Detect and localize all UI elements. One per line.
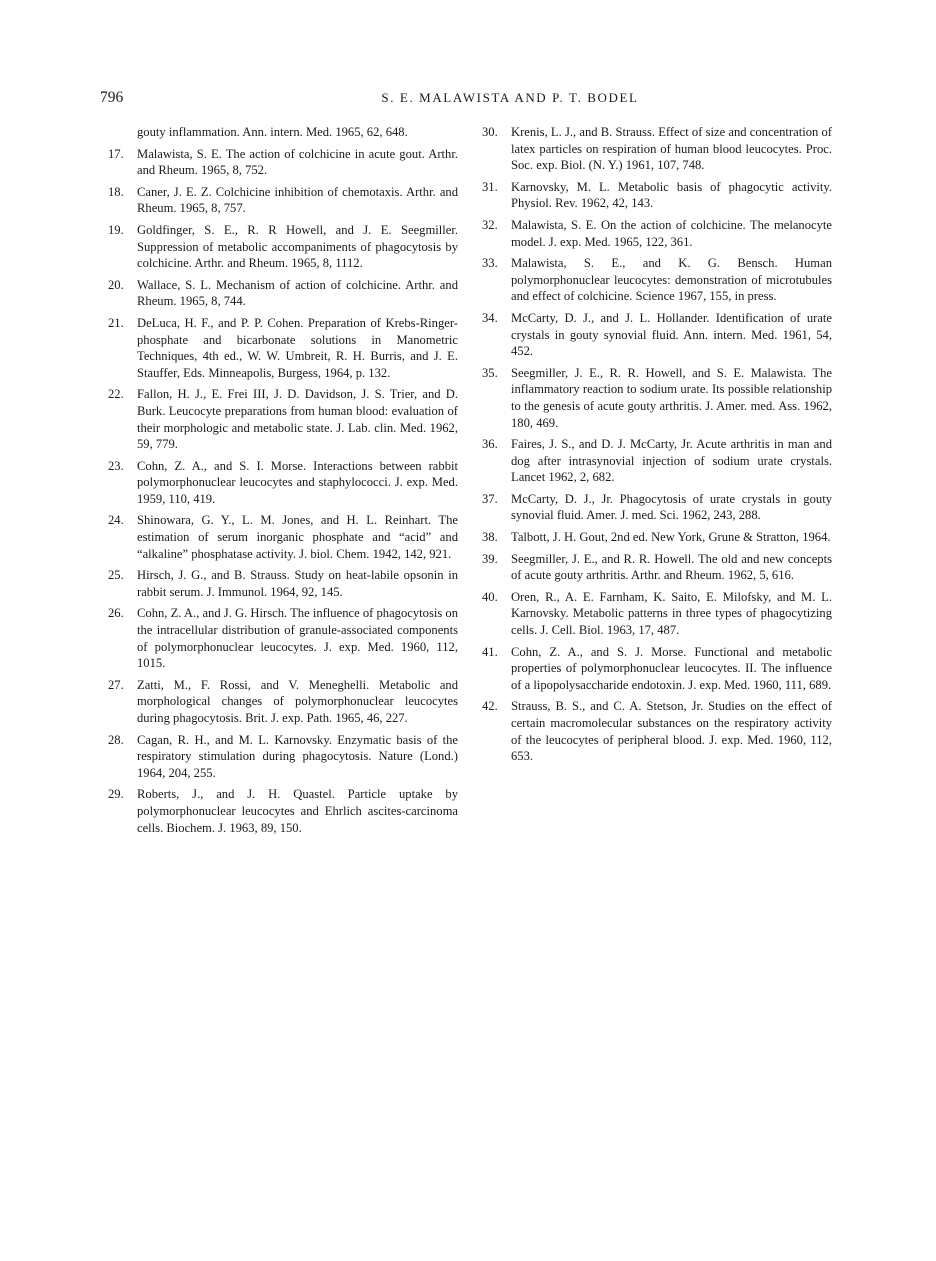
reference-text: Malawista, S. E., and K. G. Bensch. Human polymorphonuclear leucocytes: demonstration of microtubules and effect of colchicine. Science 1967, 155, in press. — [511, 256, 832, 304]
reference-text: Talbott, J. H. Gout, 2nd ed. New York, Grune & Stratton, 1964. — [511, 530, 831, 545]
reference-number: 41. — [482, 644, 498, 659]
reference-number: 18. — [108, 184, 124, 199]
reference-text: Oren, R., A. E. Farnham, K. Saito, E. Milofsky, and M. L. Karnovsky. Metabolic patterns in three types of phagocytizing cells. J. Cell. Biol. 1963, 17, 487. — [511, 589, 832, 638]
reference-item — [482, 217, 832, 250]
reference-item — [108, 315, 458, 381]
reference-item — [108, 277, 458, 310]
reference-number: 26. — [108, 606, 124, 621]
reference-text: Malawista, S. E. The action of colchicine in acute gout. Arthr. and Rheum. 1965, 8, 752. — [137, 146, 458, 178]
reference-number: 24. — [108, 513, 124, 528]
reference-item — [108, 458, 458, 508]
reference-text: Fallon, H. J., E. Frei III, J. D. Davidson, J. S. Trier, and D. Burk. Leucocyte preparations from human blood: evaluation of their morphologic and metabolic state. J. Lab. clin. Med. 1962, 59, 779. — [137, 387, 458, 452]
reference-number: 39. — [482, 551, 498, 566]
reference-number: 17. — [108, 146, 124, 161]
reference-item — [108, 184, 458, 217]
reference-number: 34. — [482, 310, 498, 325]
reference-item — [108, 512, 458, 562]
reference-number: 25. — [108, 568, 124, 583]
reference-text: Shinowara, G. Y., L. M. Jones, and H. L. Reinhart. The estimation of serum inorganic phosphate and “acid” and “alkaline” phosphatase activity. J. biol. Chem. 1942, 142, 921. — [137, 513, 458, 561]
page-number: 796 — [100, 89, 124, 106]
reference-number: 33. — [482, 256, 498, 271]
reference-number: 31. — [482, 179, 498, 194]
reference-item — [482, 589, 832, 639]
reference-text: Roberts, J., and J. H. Quastel. Particle uptake by polymorphonuclear leucocytes and Ehrlich ascites-carcinoma cells. Biochem. J. 1963, 89, 150. — [137, 787, 458, 835]
reference-number: 19. — [108, 222, 124, 237]
reference-item — [108, 732, 458, 782]
reference-item — [482, 436, 832, 486]
reference-item — [482, 255, 832, 305]
reference-item — [108, 567, 458, 600]
reference-text: Goldfinger, S. E., R. R Howell, and J. E. Seegmiller. Suppression of metabolic accompaniments of phagocytosis by colchicine. Arthr. and Rheum. 1965, 8, 1112. — [137, 222, 458, 271]
reference-text: Zatti, M., F. Rossi, and V. Meneghelli. Metabolic and morphological changes of polymorphonuclear leucocytes during phagocytosis. Brit. J. exp. Path. 1965, 46, 227. — [137, 677, 458, 725]
reference-item — [482, 310, 832, 360]
reference-item — [482, 365, 832, 431]
reference-number: 23. — [108, 458, 124, 473]
reference-text: Cohn, Z. A., and J. G. Hirsch. The influence of phagocytosis on the intracellular distribution of granule-associated components of polymorphonuclear leucocytes. J. exp. Med. 1960, 112, 1015. — [137, 606, 458, 671]
reference-column-right — [482, 124, 832, 770]
reference-text: Cohn, Z. A., and S. J. Morse. Functional and metabolic properties of polymorphonuclear leucocytes. II. The influence of a lipopolysaccharide endotoxin. J. exp. Med. 1960, 111, 689. — [511, 644, 832, 692]
reference-number: 22. — [108, 387, 124, 402]
reference-number: 32. — [482, 217, 498, 232]
reference-item — [482, 551, 832, 584]
reference-number: 30. — [482, 125, 498, 139]
reference-text: Strauss, B. S., and C. A. Stetson, Jr. Studies on the effect of certain macromolecular substances on the respiratory activity of the leucocytes of peripheral blood. J. exp. Med. 1960, 112, 653. — [511, 699, 832, 764]
reference-text: Faires, J. S., and D. J. McCarty, Jr. Acute arthritis in man and dog after intrasynovial injection of sodium urate crystals. Lancet 1962, 2, 682. — [511, 437, 832, 485]
reference-text: Seegmiller, J. E., and R. R. Howell. The old and new concepts of acute gouty arthritis. Arthr. and Rheum. 1962, 5, 616. — [511, 551, 832, 583]
reference-number: 35. — [482, 365, 498, 380]
reference-item — [482, 698, 832, 764]
reference-item — [482, 179, 832, 212]
reference-text: Malawista, S. E. On the action of colchicine. The melanocyte model. J. exp. Med. 1965, 122, 361. — [511, 217, 832, 249]
reference-item — [108, 386, 458, 452]
reference-item — [108, 605, 458, 671]
reference-number: 28. — [108, 732, 124, 747]
reference-number: 42. — [482, 699, 498, 714]
reference-text: Wallace, S. L. Mechanism of action of colchicine. Arthr. and Rheum. 1965, 8, 744. — [137, 277, 458, 309]
reference-number: 38. — [482, 530, 498, 545]
reference-item — [108, 146, 458, 179]
reference-text: Cagan, R. H., and M. L. Karnovsky. Enzymatic basis of the respiratory stimulation during phagocytosis. Nature (Lond.) 1964, 204, 255. — [137, 732, 458, 780]
reference-item — [482, 124, 832, 174]
reference-text: McCarty, D. J., and J. L. Hollander. Identification of urate crystals in gouty synovial fluid. Ann. intern. Med. 1961, 54, 452. — [511, 310, 832, 359]
reference-item — [482, 529, 832, 546]
reference-number: 29. — [108, 787, 124, 802]
reference-number: 36. — [482, 437, 498, 452]
reference-text: Karnovsky, M. L. Metabolic basis of phagocytic activity. Physiol. Rev. 1962, 42, 143. — [511, 179, 832, 211]
reference-continuation: gouty inflammation. Ann. intern. Med. 1965, 62, 648. — [137, 125, 408, 139]
reference-item — [482, 491, 832, 524]
reference-number: 21. — [108, 315, 124, 330]
reference-number: 37. — [482, 491, 498, 506]
reference-item — [108, 222, 458, 272]
reference-text: Krenis, L. J., and B. Strauss. Effect of size and concentration of latex particles on respiration of human blood leucocytes. Proc. Soc. exp. Biol. (N. Y.) 1961, 107, 748. — [511, 125, 832, 173]
reference-text: DeLuca, H. F., and P. P. Cohen. Preparation of Krebs-Ringer-phosphate and bicarbonate solutions in Manometric Techniques, 4th ed., W. W. Umbreit, R. H. Burris, and J. E. Stauffer, Eds. Minneapolis, Burgess, 1964, p. 132. — [137, 315, 458, 380]
reference-item — [108, 786, 458, 836]
reference-number: 20. — [108, 277, 124, 292]
reference-item — [482, 644, 832, 694]
running-title: S. E. MALAWISTA AND P. T. BODEL — [381, 90, 639, 105]
reference-item — [108, 677, 458, 727]
reference-text: Seegmiller, J. E., R. R. Howell, and S. E. Malawista. The inflammatory reaction to sodium urate. Its possible relationship to the genesis of acute gouty arthritis. J. Amer. med. Ass. 1962, 180, 469. — [511, 365, 832, 430]
reference-column-left — [108, 124, 458, 841]
reference-text: McCarty, D. J., Jr. Phagocytosis of urate crystals in gouty synovial fluid. Amer. J. med. Sci. 1962, 243, 288. — [511, 491, 832, 523]
reference-text: Caner, J. E. Z. Colchicine inhibition of chemotaxis. Arthr. and Rheum. 1965, 8, 757. — [137, 184, 458, 216]
reference-number: 27. — [108, 677, 124, 692]
reference-text: Cohn, Z. A., and S. I. Morse. Interactions between rabbit polymorphonuclear leucocytes and staphylococci. J. exp. Med. 1959, 110, 419. — [137, 458, 458, 506]
reference-number: 40. — [482, 589, 498, 604]
reference-text: Hirsch, J. G., and B. Strauss. Study on heat-labile opsonin in rabbit serum. J. Immunol. 1964, 92, 145. — [137, 568, 458, 599]
